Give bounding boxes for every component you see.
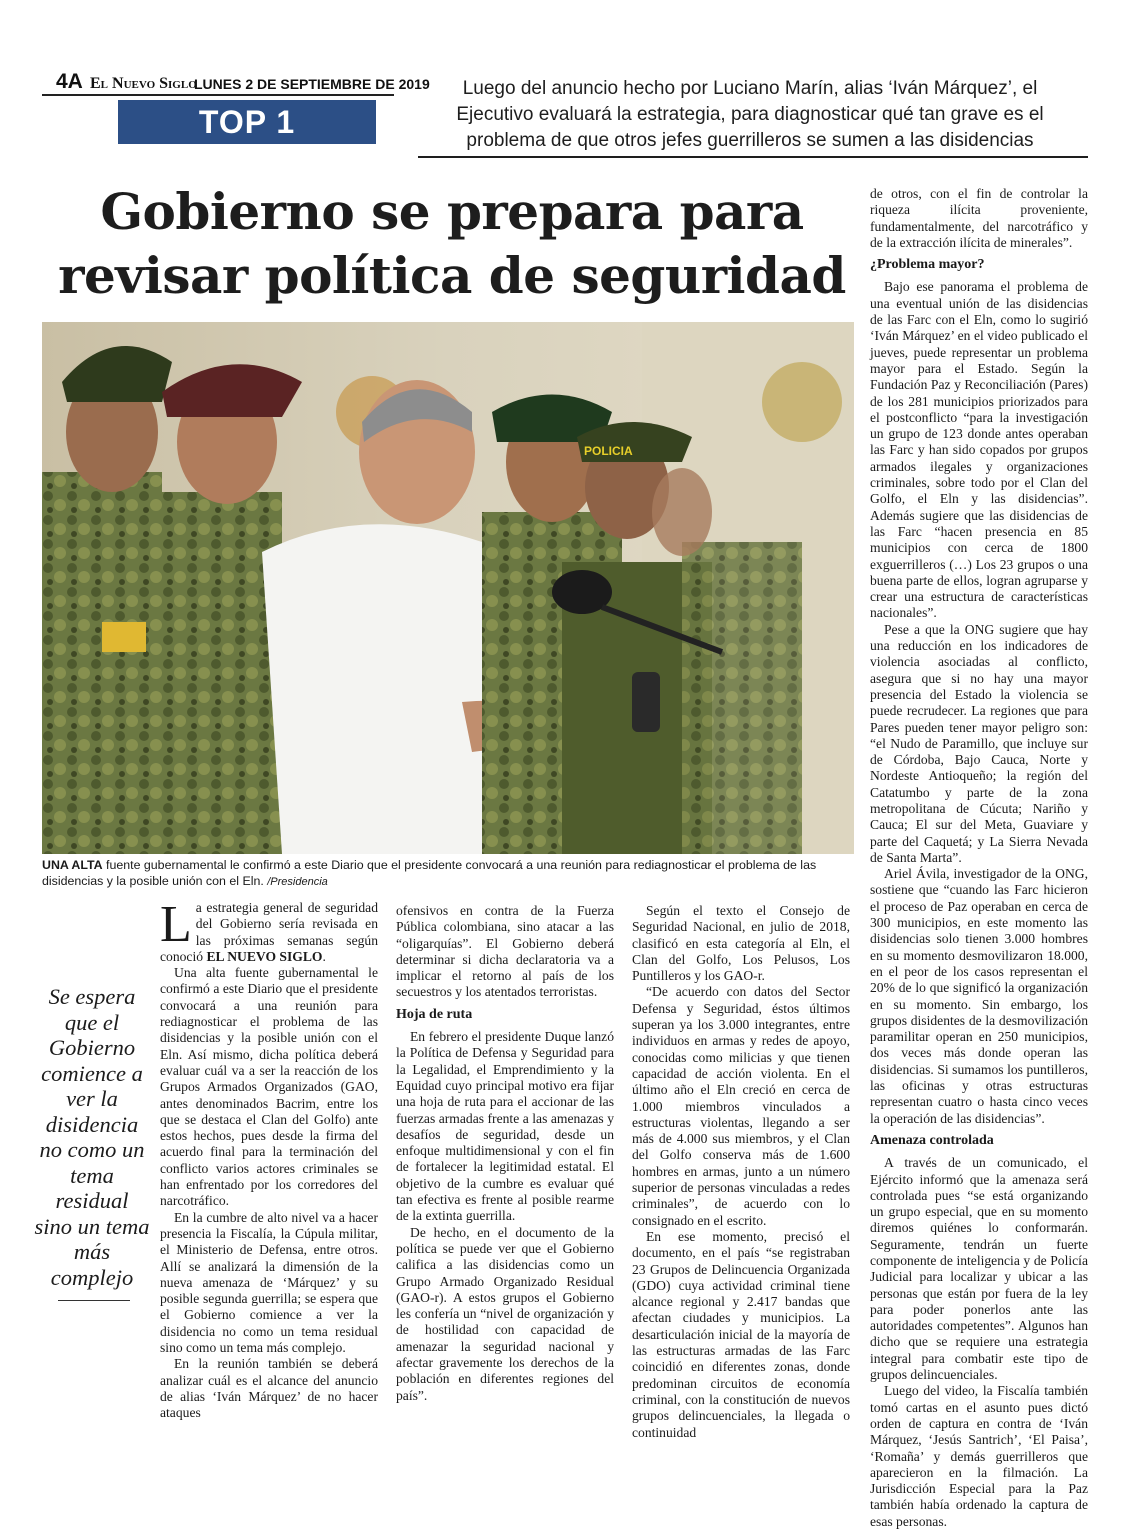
article-paragraph: De hecho, en el documento de la política se puede ver que el Gobierno califica a las disidencias como un Grupo Armado Organizado Residual (GAO-r). A estos grupos el Gobierno les confería un “nivel de organización y de hostilidad con capacidad de amenazar la seguridad nacional y afectar gravemente los derechos de la población en diferentes regiones del país”.: [396, 1224, 614, 1403]
lead-text: a estrategia general de seguridad del Gobierno sería revisada en las próximas semanas según conoció: [160, 900, 378, 964]
subhead-problema-mayor: ¿Problema mayor?: [870, 257, 985, 273]
photo-illustration: [42, 322, 854, 854]
article-paragraph: “De acuerdo con datos del Sector Defensa y Seguridad, éstos últimos superan ya los 3.000 integrantes, entre individuos en armas y redes de apoyo, conocidas como milicias y que tienen capacidad de acción violenta. En el último año el Eln creció en cerca de 1.000 miembros vinculados a estructuras violentas, llegando a ser más de 4.000 sus miembros, y el Clan del Golfo conserva más de 1.600 hombres en armas, junto a un número superior de personas vinculadas a redes criminales”, de acuerdo con lo consignado en el escrito.: [632, 984, 850, 1228]
article-column-3: [632, 903, 850, 1441]
article-paragraph: Bajo ese panorama el problema de una eventual unión de las disidencias de las Farc con el Eln, como lo sugirió ‘Iván Márquez’ en el video publicado el jueves, puede representar un problema mayor para el Estado. Según la Fundación Paz y Reconciliación (Pares) de los 281 municipios priorizados para el postconflicto “para la investigación un grupo de 123 donde antes operaban las Farc y han sido copados por grupos armados ilegales y organizaciones criminales, sobre todo por el Clan del Golfo, el Eln y las disidencias”. Además sugiere que las disidencias de las Farc “hacen presencia en 85 municipios con cerca de 1800 exguerrilleros (…) Los 23 grupos o una buena parte de ellos, logran agruparse y crear una estructura de características nacionales”.: [870, 279, 1088, 621]
article-paragraph: En febrero el presidente Duque lanzó la Política de Defensa y Seguridad para la Legalidad, el Emprendimiento y la Equidad cuyo principal motivo era fijar una hoja de ruta para el accionar de las fuerzas armadas frente a las amenazas y desafíos de seguridad, desde un enfoque multidimensional y con el fin de fortalecer la legitimidad estatal. El objetivo de la cumbre es evaluar qué tan efectiva es frente al posible rearme de la extinta guerrilla.: [396, 1029, 614, 1224]
caption-lead: UNA ALTA: [42, 858, 103, 872]
deck-summary: Luego del anuncio hecho por Luciano Marín, alias ‘Iván Márquez’, el Ejecutivo evaluará la estrategia, para diagnosticar qué tan grave es el problema de que otros jefes guerrilleros se sumen a las disidencias: [456, 78, 1044, 151]
article-paragraph: de otros, con el fin de controlar la riqueza ilícita proveniente, fundamentalmente, del narcotráfico y de la extracción ilícita de minerales”.: [870, 186, 1088, 250]
newspaper-name: El Nuevo Siglo: [90, 75, 197, 92]
source-name: EL NUEVO SIGLO: [206, 948, 323, 964]
article-paragraph: Luego del video, la Fiscalía también tomó cartas en el asunto pues dictó orden de captura en contra de ‘Iván Márquez, ‘Jesús Santrich’, ‘El Paisa’, ‘Romaña’ y demás guerrilleros que aparecieron en la filmación. La Jurisdicción Especial para la Paz también había ordenado la captura de esas personas.: [870, 1383, 1088, 1529]
article-column-2: [396, 903, 614, 1404]
article-paragraph: En la reunión también se deberá analizar cuál es el alcance del anuncio de alias ‘Iván Márquez’ de no hacer ataques: [160, 1356, 378, 1421]
photo-caption: [42, 857, 854, 890]
article-column-4: [870, 186, 1088, 1530]
article-paragraph: Ariel Ávila, investigador de la ONG, sostiene que “cuando las Farc hicieron el proceso de Paz operaban en cerca de 300 municipios, en este momento las disidencias solo tienen 3.000 hombres en su momento desmovilizaron 18.000, en el peor de los casos representan el 20% de lo que significó la organización en su momento. Sin embargo, los grupos disidentes de la desmovilización paramilitar operan en 250 municipios, dos veces más donde operan las disidencias. Si sumamos los puntilleros, las oficinas y otras estructuras representan cuatro o hasta cinco veces la operación de las disidencias”.: [870, 866, 1088, 1126]
article-column-1: [160, 896, 378, 1422]
news-photo: [42, 322, 854, 854]
deck-rule: [418, 156, 1088, 158]
caption-text: fuente gubernamental le confirmó a este Diario que el presidente convocará a una reunión para rediagnosticar el problema de las disidencias y la posible unión con el Eln.: [42, 858, 817, 888]
section-label: TOP 1: [118, 100, 376, 144]
pull-quote: Se espera que el Gobierno comience a ver la disidencia no como un tema residual sino un tema más complejo: [34, 984, 150, 1290]
emblem-right: [762, 362, 842, 442]
page-number: 4A: [56, 70, 83, 93]
article-paragraph: A través de un comunicado, el Ejército informó que la amenaza será controlada pues “se está organizando un grupo especial, que en su momento diremos quiénes lo conformarán. Seguramente, tendrán un fuerte componente de inteligencia y de Policía Judicial para localizar y ubicar a las personas que están por fuera de la ley para poder ponerlos ante las autoridades competentes”. Algunos han dicho que se requiere una estrategia integral para combatir este tipo de grupos delincuenciales.: [870, 1155, 1088, 1383]
article-paragraph: En ese momento, precisó el documento, en el país “se registraban 23 Grupos de Delincuencia Organizada (GDO) cuya actividad criminal tiene alcance regional y 2.417 bandas que afectan ciudades y municipios. La desarticulación inicial de la mayoría de las estructuras armadas de las Farc coincidió en diferentes zonas, donde predominan circuitos de economía criminal, con la constitución de nuevos grupos delincuenciales, la llegada o continuidad: [632, 1228, 850, 1440]
article-paragraph: Una alta fuente gubernamental le confirmó a este Diario que el presidente convocará a una reunión para rediagnosticar el problema de las disidencias y la posible unión con el Eln. Así mismo, dicha política deberá evaluar cuál va a ser la reacción de los Grupos Armados Organizados (GAO, antes denominados Bacrim, entre los que se destaca el Clan del Golfo) ante estos hechos, pues desde la firma del acuerdo final para la terminación del conflicto varios actores criminales se han enfrentado por los corredores del narcotráfico.: [160, 965, 378, 1209]
issue-date: LUNES 2 DE SEPTIEMBRE DE 2019: [194, 76, 430, 92]
article-paragraph: En la cumbre de alto nivel va a hacer presencia la Fiscalía, la Cúpula militar, el Ministerio de Defensa, entre otros. Allí se analizará la dimensión de la nueva amenaza de ‘Márquez’ y su posible segunda guerrilla; se espera que el Gobierno comience a ver la disidencia no como un tema residual sino como un tema más complejo.: [160, 1209, 378, 1356]
pull-quote-rule: [58, 1300, 130, 1301]
headline: Gobierno se prepara para revisar política de seguridad: [58, 182, 846, 305]
subhead-amenaza-controlada: Amenaza controlada: [870, 1132, 994, 1148]
cap-text: POLICIA: [584, 444, 633, 458]
article-paragraph: Pese a que la ONG sugiere que hay una reducción en los indicadores de violencia asociadas al conflicto, asegura que si no hay una mayor presencia del Estado la violencia se puede recrudecer. La regiones que para Pares pueden tener mayor peligro son: “el Nudo de Paramillo, que incluye sur de Córdoba, Bajo Cauca, Norte y Nordeste Antioqueño; la región del Catatumbo y parte de la zona metropolitana de Cúcuta; Nariño y Cauca; El sur del Meta, Guaviare y parte del Caquetá; y La Sierra Nevada de Santa Marta”.: [870, 621, 1088, 865]
subhead-hoja-de-ruta: Hoja de ruta: [396, 1006, 473, 1022]
drop-cap: L: [160, 896, 192, 953]
article-paragraph: Según el texto el Consejo de Seguridad Nacional, en julio de 2018, clasificó en esta categoría al Eln, el Clan del Golfo, Los Pelusos, Los Puntilleros y los GAO-r.: [632, 903, 850, 984]
article-paragraph: ofensivos en contra de la Fuerza Pública colombiana, sino atacar a las “oligarquías”. El Gobierno deberá determinar si dicha declaratoria va a implicar el retorno al país de los secuestros y los atentados terroristas.: [396, 903, 614, 1000]
photo-credit: /Presidencia: [267, 876, 328, 888]
article-paragraph: La estrategia general de seguridad del Gobierno sería revisada en las próximas semanas según conoció EL NUEVO SIGLO.: [160, 896, 378, 964]
